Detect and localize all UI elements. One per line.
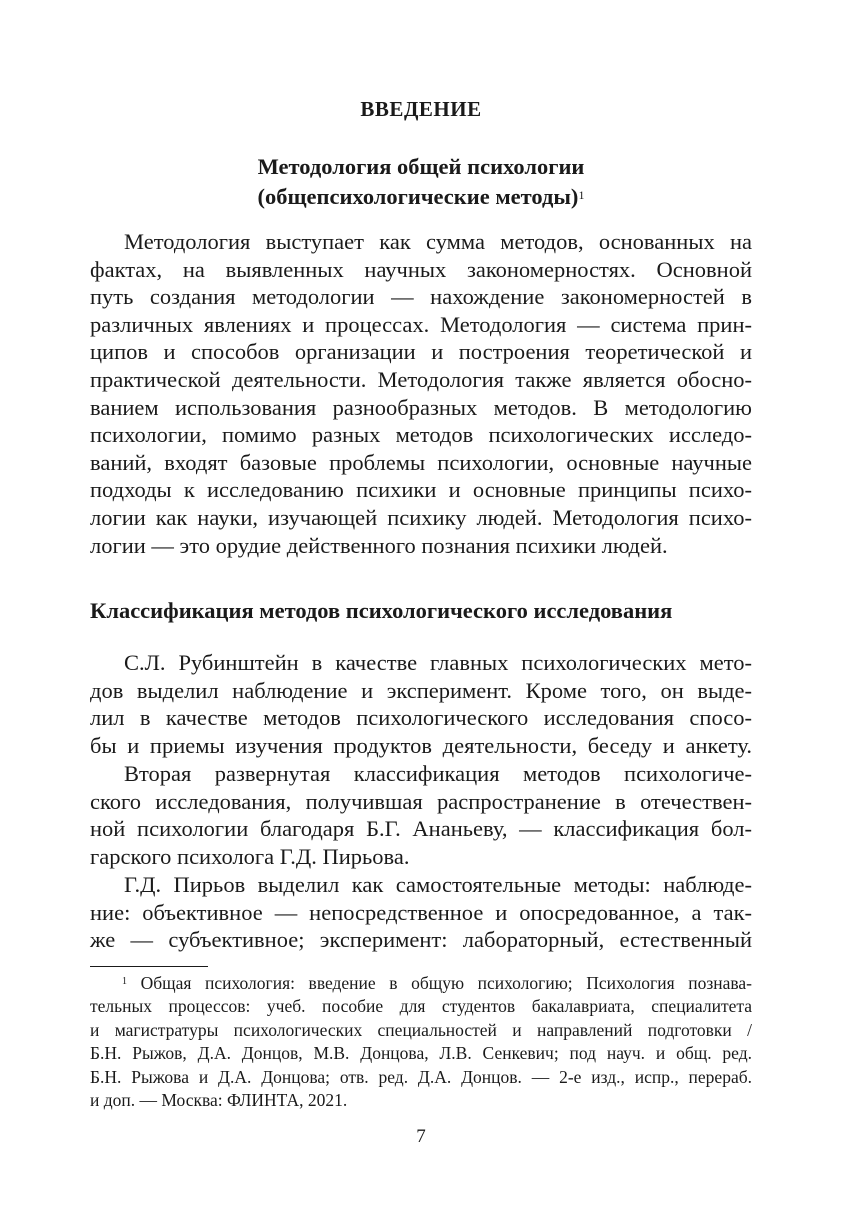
- section-title-line1: Методология общей психологии: [257, 154, 585, 179]
- text-line: лил в качестве методов психологического исследования спосо-: [90, 705, 752, 731]
- text-line: ского исследования, получившая распространение в отечествен-: [90, 788, 752, 814]
- footnote-line: и доп. — Москва: ФЛИНТА, 2021.: [90, 1089, 348, 1110]
- text-line: ваний, входят базовые проблемы психологии, основные научные: [90, 449, 752, 475]
- paragraph-2: [90, 649, 752, 759]
- text-line: Г.Д. Пирьов выделил как самостоятельные методы: наблюде-: [124, 872, 752, 897]
- footnote-text: Общая психология: введение в общую психологию; Психология познава-: [140, 973, 753, 993]
- text-line: дов выделил наблюдение и эксперимент. Кроме того, он выде-: [90, 677, 752, 703]
- section-title-line2: (общепсихологические методы): [257, 184, 579, 209]
- section-title: [90, 152, 752, 212]
- text-line: бы и приемы изучения продуктов деятельности, беседу и анкету.: [90, 732, 752, 758]
- text-line: Методология выступает как сумма методов, основанных на: [124, 229, 752, 254]
- text-line: ние: объективное — непосредственное и опосредованное, а так-: [90, 899, 752, 925]
- text-line: ной психологии благодаря Б.Г. Ананьеву, — классификация бол-: [90, 816, 752, 842]
- text-line: путь создания методологии — нахождение закономерностей в: [90, 284, 752, 310]
- footnote-line: [90, 972, 752, 995]
- text-line: же — субъективное; эксперимент: лабораторный, естественный: [90, 927, 752, 953]
- paragraph-3: [90, 760, 752, 870]
- text-line: ципов и способов организации и построения теоретической и: [90, 339, 752, 365]
- text-line: логии — это орудие действенного познания психики людей.: [90, 532, 668, 558]
- footnote-line: Б.Н. Рыжова и Д.А. Донцова; отв. ред. Д.А. Донцов. — 2-е изд., испр., перераб.: [90, 1066, 752, 1087]
- text-line: психологии, помимо разных методов психологических исследо-: [90, 422, 752, 448]
- text-line: логии как науки, изучающей психику людей. Методология психо-: [90, 504, 752, 530]
- chapter-title: ВВЕДЕНИЕ: [360, 97, 482, 121]
- footnote-reference: 1: [578, 188, 585, 202]
- text-line: С.Л. Рубинштейн в качестве главных психологических мето-: [124, 650, 752, 675]
- text-line: Вторая развернутая классификация методов психологиче-: [124, 761, 752, 786]
- text-line: гарского психолога Г.Д. Пирьова.: [90, 843, 410, 869]
- text-line: практической деятельности. Методология также является обосно-: [90, 366, 752, 392]
- text-line: подходы к исследованию психики и основные принципы психо-: [90, 477, 752, 503]
- text-line: различных явлениях и процессах. Методология — система прин-: [90, 311, 752, 337]
- paragraph-4: [90, 871, 752, 954]
- intro-paragraph: [90, 228, 752, 559]
- page-number: 7: [416, 1126, 426, 1147]
- text-line: ванием использования разнообразных методов. В методологию: [90, 394, 752, 420]
- footnote-line: и магистратуры психологических специальностей и направлений подготовки /: [90, 1019, 752, 1040]
- subheading: Классификация методов психологического исследования: [90, 598, 673, 623]
- footnote: [90, 972, 752, 1112]
- footnote-mark: 1: [122, 976, 127, 987]
- footnote-line: тельных процессов: учеб. пособие для студентов бакалавриата, специалитета: [90, 996, 752, 1017]
- text-line: фактах, на выявленных научных закономерностях. Основной: [90, 256, 752, 282]
- footnote-divider: [90, 966, 208, 967]
- footnote-line: Б.Н. Рыжов, Д.А. Донцов, М.В. Донцова, Л.В. Сенкевич; под науч. и общ. ред.: [90, 1043, 752, 1064]
